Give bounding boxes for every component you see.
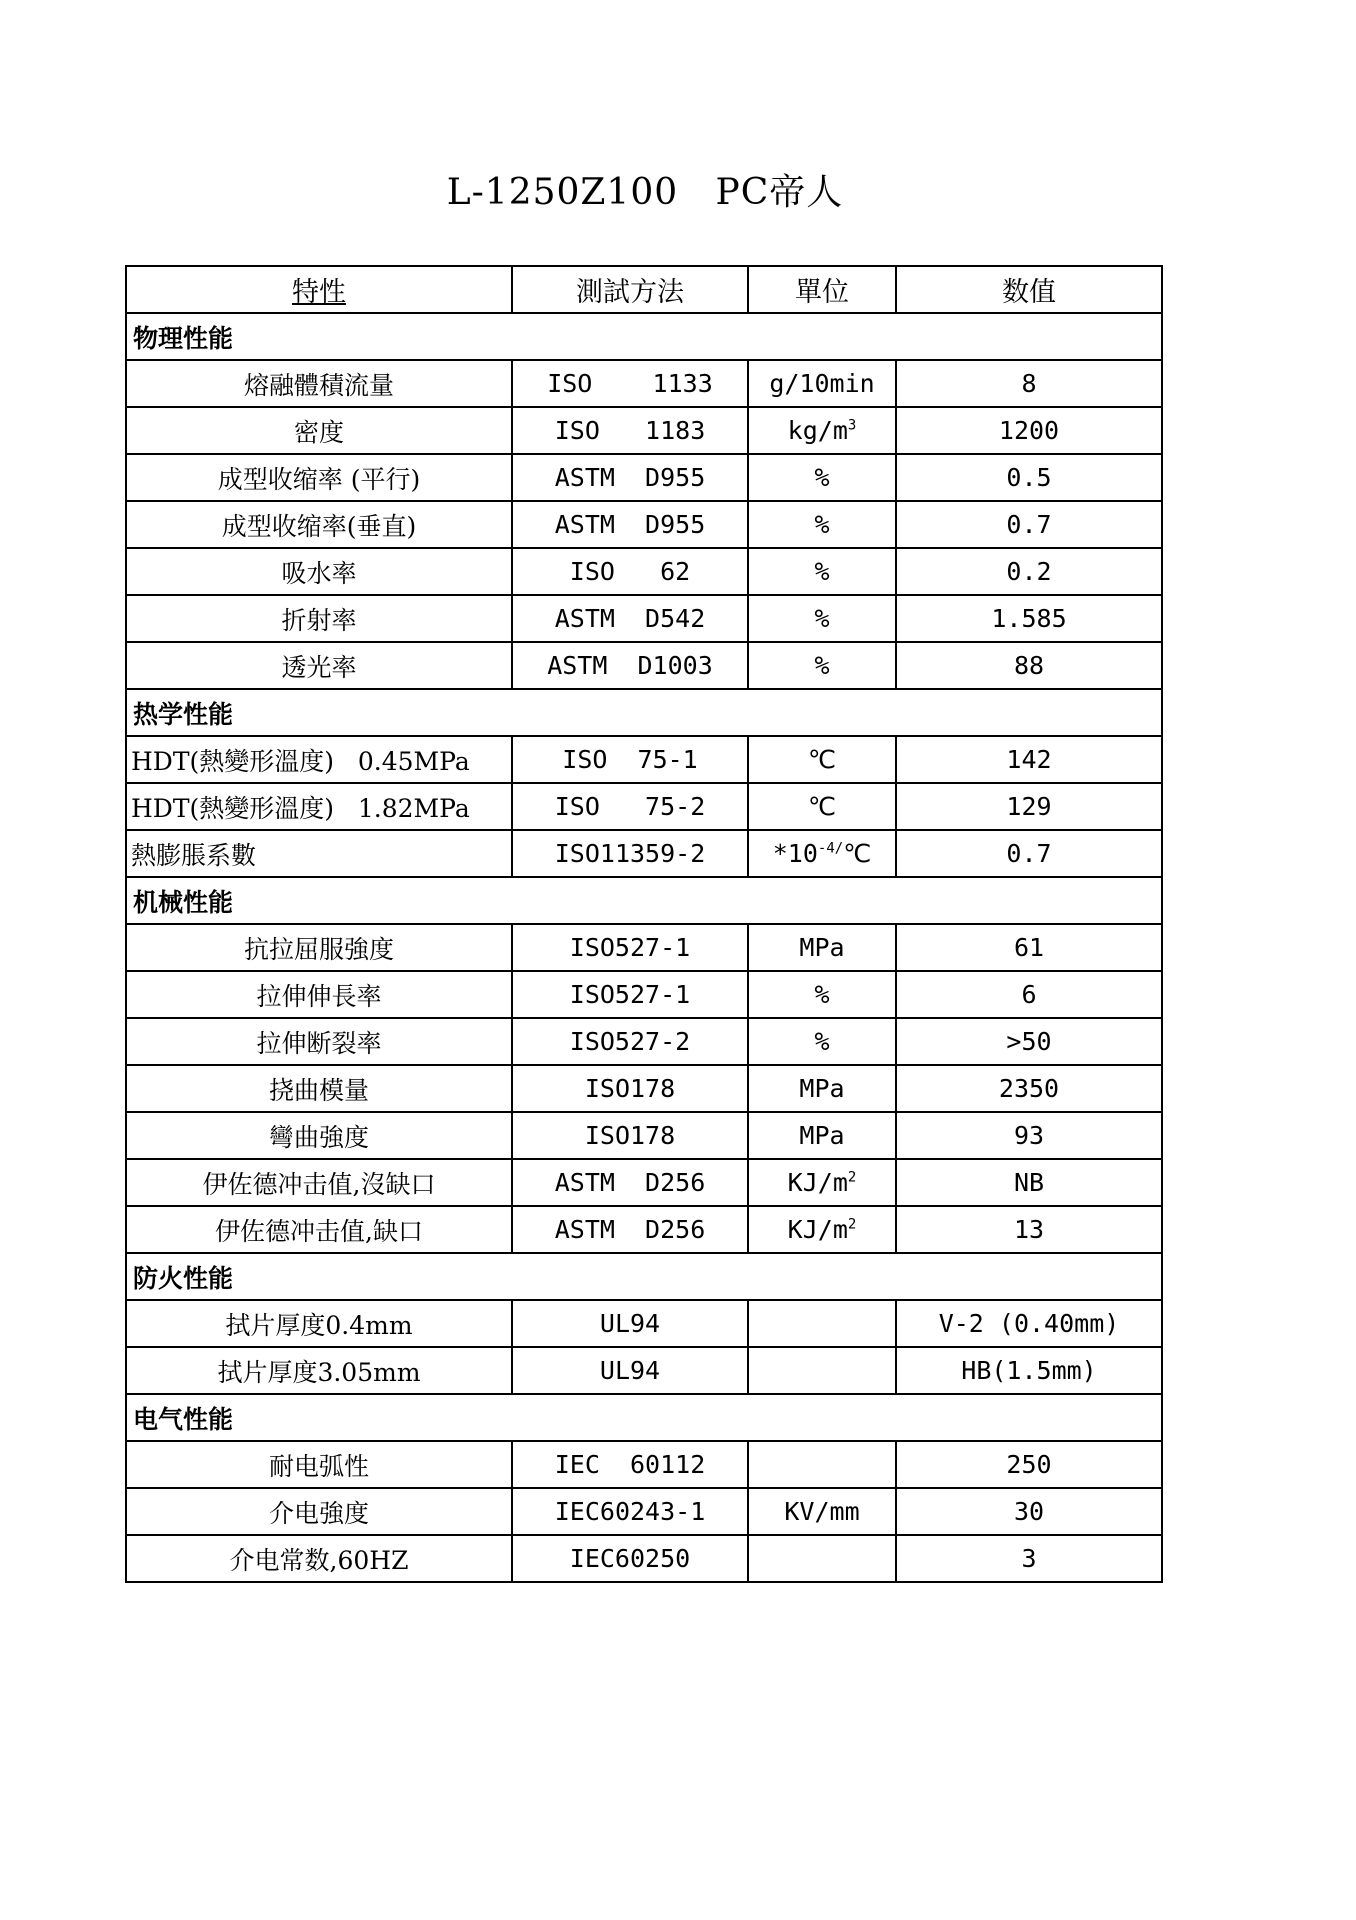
unit-cell (748, 736, 896, 783)
property-cell: 拭片厚度3.05mm (126, 1347, 512, 1394)
value-cell: 3 (896, 1535, 1162, 1582)
method-cell: ASTM D955 (512, 501, 748, 548)
unit-superscript: -4/ (817, 840, 844, 857)
table-row (126, 1535, 1162, 1582)
value-cell: HB(1.5mm) (896, 1347, 1162, 1394)
method-cell: ISO 75-2 (512, 783, 748, 830)
method-cell: ISO527-1 (512, 971, 748, 1018)
unit-cell (748, 783, 896, 830)
value-cell: 93 (896, 1112, 1162, 1159)
value-cell: 2350 (896, 1065, 1162, 1112)
header-row (126, 266, 1162, 313)
method-cell: IEC60243-1 (512, 1488, 748, 1535)
value-cell: 0.7 (896, 501, 1162, 548)
unit-text: ℃ (807, 792, 837, 821)
value-cell: NB (896, 1159, 1162, 1206)
unit-cell (748, 501, 896, 548)
property-cell: 透光率 (126, 642, 512, 689)
unit-text: *10 (772, 839, 818, 868)
value-cell: 6 (896, 971, 1162, 1018)
unit-cell (748, 454, 896, 501)
method-cell: ISO178 (512, 1065, 748, 1112)
section-title: 机械性能 (126, 877, 1162, 924)
table-row (126, 1159, 1162, 1206)
unit-cell (748, 924, 896, 971)
unit-text: % (814, 651, 830, 680)
unit-cell (748, 1206, 896, 1253)
unit-superscript: 2 (847, 1216, 857, 1233)
table-row (126, 595, 1162, 642)
table-row (126, 360, 1162, 407)
property-cell: 伊佐德冲击值,缺口 (126, 1206, 512, 1253)
value-cell: 0.5 (896, 454, 1162, 501)
table-row (126, 1018, 1162, 1065)
table-row (126, 1347, 1162, 1394)
unit-tail: ℃ (843, 839, 872, 868)
property-cell: 成型收缩率(垂直) (126, 501, 512, 548)
unit-cell (748, 1535, 896, 1582)
method-cell: ASTM D1003 (512, 642, 748, 689)
value-cell: 1200 (896, 407, 1162, 454)
value-cell: 13 (896, 1206, 1162, 1253)
unit-cell (748, 1112, 896, 1159)
unit-cell (748, 1347, 896, 1394)
unit-text: % (814, 510, 830, 539)
section-row (126, 313, 1162, 360)
unit-text: KJ/m (787, 1168, 848, 1197)
table-row (126, 1441, 1162, 1488)
value-cell: >50 (896, 1018, 1162, 1065)
method-cell: ISO527-1 (512, 924, 748, 971)
table-row (126, 454, 1162, 501)
table-row (126, 1206, 1162, 1253)
method-cell: ASTM D955 (512, 454, 748, 501)
header-property: 特性 (126, 266, 512, 313)
unit-cell (748, 1018, 896, 1065)
table-row (126, 407, 1162, 454)
unit-text: % (814, 980, 830, 1009)
unit-text: ℃ (807, 745, 837, 774)
value-cell: 1.585 (896, 595, 1162, 642)
spec-table (125, 265, 1163, 1583)
property-cell: 熱膨脹系數 (126, 830, 512, 877)
unit-text: KV/mm (784, 1497, 860, 1526)
value-cell: 250 (896, 1441, 1162, 1488)
section-title: 物理性能 (126, 313, 1162, 360)
unit-superscript: 2 (847, 1169, 857, 1186)
unit-text: kg/m (787, 416, 848, 445)
table-row (126, 783, 1162, 830)
section-row (126, 1394, 1162, 1441)
table-row (126, 501, 1162, 548)
unit-text: % (814, 463, 830, 492)
property-cell: HDT(熱變形溫度) 1.82MPa (126, 783, 512, 830)
section-title: 电气性能 (126, 1394, 1162, 1441)
table-row (126, 1488, 1162, 1535)
value-cell: V-2 (0.40mm) (896, 1300, 1162, 1347)
unit-cell (748, 1441, 896, 1488)
unit-text: % (814, 604, 830, 633)
property-cell: 介电常数,60HZ (126, 1535, 512, 1582)
method-cell: IEC60250 (512, 1535, 748, 1582)
unit-superscript: 3 (847, 417, 857, 434)
unit-cell (748, 1065, 896, 1112)
method-cell: ISO 62 (512, 548, 748, 595)
unit-cell (748, 548, 896, 595)
method-cell: ISO178 (512, 1112, 748, 1159)
property-cell: 密度 (126, 407, 512, 454)
unit-cell (748, 1159, 896, 1206)
value-cell: 8 (896, 360, 1162, 407)
value-cell: 129 (896, 783, 1162, 830)
value-cell: 142 (896, 736, 1162, 783)
table-row (126, 1300, 1162, 1347)
header-value: 数值 (896, 266, 1162, 313)
unit-cell (748, 407, 896, 454)
table-row (126, 1065, 1162, 1112)
method-cell: ASTM D256 (512, 1159, 748, 1206)
section-title: 热学性能 (126, 689, 1162, 736)
property-cell: 挠曲模量 (126, 1065, 512, 1112)
unit-cell (748, 595, 896, 642)
property-cell: 吸水率 (126, 548, 512, 595)
table-row (126, 971, 1162, 1018)
unit-text: MPa (799, 1121, 845, 1150)
table-row (126, 924, 1162, 971)
table-row (126, 548, 1162, 595)
method-cell: UL94 (512, 1347, 748, 1394)
property-cell: HDT(熱變形溫度) 0.45MPa (126, 736, 512, 783)
method-cell: ISO11359-2 (512, 830, 748, 877)
method-cell: ISO 1183 (512, 407, 748, 454)
spec-table-body (126, 266, 1162, 1582)
property-cell: 拉伸断裂率 (126, 1018, 512, 1065)
method-cell: ISO 1133 (512, 360, 748, 407)
header-unit: 單位 (748, 266, 896, 313)
unit-cell (748, 360, 896, 407)
unit-cell (748, 830, 896, 877)
unit-cell (748, 642, 896, 689)
method-cell: IEC 60112 (512, 1441, 748, 1488)
value-cell: 0.2 (896, 548, 1162, 595)
unit-text: % (814, 557, 830, 586)
property-cell: 拉伸伸長率 (126, 971, 512, 1018)
table-row (126, 642, 1162, 689)
property-cell: 伊佐德冲击值,沒缺口 (126, 1159, 512, 1206)
value-cell: 0.7 (896, 830, 1162, 877)
property-cell: 成型收缩率 (平行) (126, 454, 512, 501)
value-cell: 30 (896, 1488, 1162, 1535)
table-row (126, 830, 1162, 877)
unit-text: % (814, 1027, 830, 1056)
property-cell: 抗拉屈服強度 (126, 924, 512, 971)
unit-cell (748, 971, 896, 1018)
page-title: L-1250Z100 PC帝人 (446, 172, 844, 213)
section-row (126, 689, 1162, 736)
method-cell: ASTM D542 (512, 595, 748, 642)
property-cell: 介电強度 (126, 1488, 512, 1535)
section-row (126, 1253, 1162, 1300)
property-cell: 彎曲強度 (126, 1112, 512, 1159)
unit-cell (748, 1488, 896, 1535)
unit-text: MPa (799, 1074, 845, 1103)
property-cell: 折射率 (126, 595, 512, 642)
method-cell: UL94 (512, 1300, 748, 1347)
section-row (126, 877, 1162, 924)
unit-text: KJ/m (787, 1215, 848, 1244)
unit-text: g/10min (769, 369, 875, 398)
unit-cell (748, 1300, 896, 1347)
value-cell: 88 (896, 642, 1162, 689)
method-cell: ISO 75-1 (512, 736, 748, 783)
value-cell: 61 (896, 924, 1162, 971)
method-cell: ISO527-2 (512, 1018, 748, 1065)
method-cell: ASTM D256 (512, 1206, 748, 1253)
unit-text: MPa (799, 933, 845, 962)
property-cell: 熔融體積流量 (126, 360, 512, 407)
property-cell: 耐电弧性 (126, 1441, 512, 1488)
table-row (126, 1112, 1162, 1159)
header-method: 測試方法 (512, 266, 748, 313)
section-title: 防火性能 (126, 1253, 1162, 1300)
table-row (126, 736, 1162, 783)
property-cell: 拭片厚度0.4mm (126, 1300, 512, 1347)
